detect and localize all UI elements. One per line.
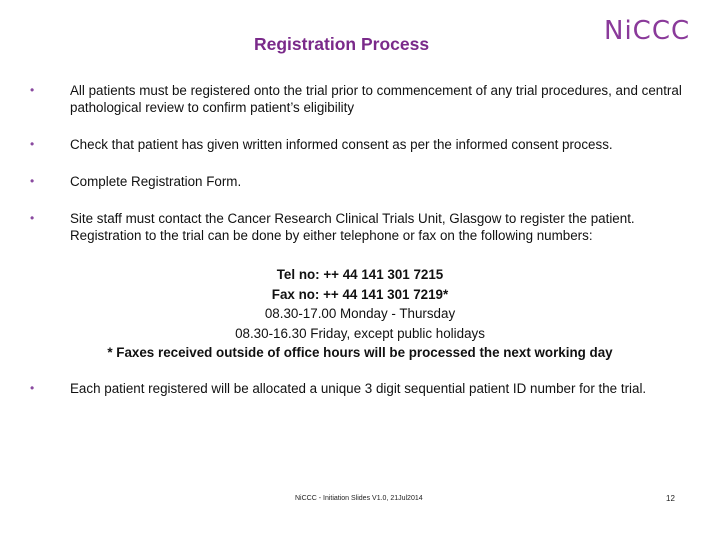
- office-hours-weekday: 08.30-17.00 Monday - Thursday: [264, 306, 456, 321]
- office-hours-friday: 08.30-16.30 Friday, except public holidays: [235, 325, 485, 341]
- list-item: [30, 173, 700, 190]
- footer-text: NiCCC - Initiation Slides V1.0, 21Jul2014: [295, 495, 423, 502]
- bullet-text: Complete Registration Form.: [70, 174, 242, 189]
- fax-note: * Faxes received outside of office hours will be processed the next working day: [107, 345, 613, 360]
- fax-number: Fax no: ++ 44 141 301 7219*: [271, 286, 449, 302]
- bullet-text: Site staff must contact the Cancer Research Clinical Trials Unit, Glasgow to register the patient. Registration to the trial can be done by either telephone or fax on the following numbers:: [70, 211, 635, 243]
- bullet-icon: •: [30, 174, 35, 188]
- list-item: [30, 136, 700, 153]
- niccc-logo: NiCCC: [604, 16, 691, 46]
- bullet-text: All patients must be registered onto the trial prior to commencement of any trial procedures, and central pathological review to confirm patient’s eligibility: [70, 83, 682, 115]
- tel-number: Tel no: ++ 44 141 301 7215: [276, 267, 444, 282]
- bullet-text: Check that patient has given written informed consent as per the informed consent process.: [70, 137, 613, 152]
- bullet-icon: •: [30, 83, 35, 97]
- list-item: [30, 380, 700, 397]
- bullet-icon: •: [30, 211, 35, 225]
- bullet-icon: •: [30, 137, 35, 151]
- page-number: 12: [666, 494, 675, 503]
- bullet-text: Each patient registered will be allocated a unique 3 digit sequential patient ID number for the trial.: [70, 381, 647, 396]
- contact-block: [0, 265, 720, 363]
- bullet-icon: •: [30, 381, 35, 395]
- list-item: [30, 210, 700, 244]
- list-item: [30, 82, 700, 116]
- page-title: Registration Process: [254, 34, 430, 54]
